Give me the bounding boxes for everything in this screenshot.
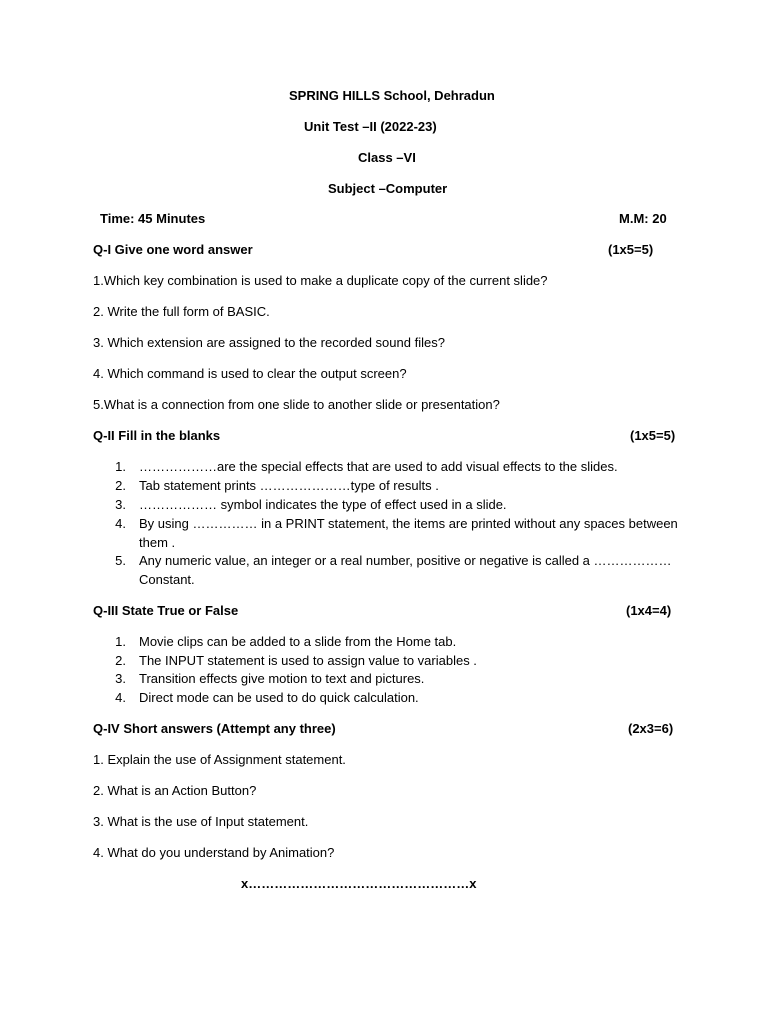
q1-item: 4. Which command is used to clear the output screen? bbox=[93, 366, 407, 381]
q2-item: Any numeric value, an integer or a real number, positive or negative is called a ……………… bbox=[139, 553, 672, 568]
q2-item-continuation: Constant. bbox=[139, 572, 195, 587]
max-marks-label: M.M: 20 bbox=[619, 211, 667, 226]
q1-marks: (1x5=5) bbox=[608, 242, 654, 257]
list-number: 3. bbox=[115, 671, 126, 686]
q1-item: 3. Which extension are assigned to the recorded sound files? bbox=[93, 335, 445, 350]
q4-item: 1. Explain the use of Assignment statement. bbox=[93, 752, 346, 767]
q4-heading: Q-IV Short answers (Attempt any three) bbox=[93, 721, 336, 736]
q4-marks: (2x3=6) bbox=[628, 721, 674, 736]
q3-heading: Q-III State True or False bbox=[93, 603, 239, 618]
subject-label: Subject –Computer bbox=[328, 181, 448, 196]
q1-item: 1.Which key combination is used to make a duplicate copy of the current slide? bbox=[93, 273, 548, 288]
q1-item: 2. Write the full form of BASIC. bbox=[93, 304, 270, 319]
q2-item-continuation: them . bbox=[139, 535, 176, 550]
list-number: 4. bbox=[115, 690, 126, 705]
school-name: SPRING HILLS School, Dehradun bbox=[289, 88, 495, 103]
q3-marks: (1x4=4) bbox=[626, 603, 672, 618]
q2-marks: (1x5=5) bbox=[630, 428, 676, 443]
q3-item: The INPUT statement is used to assign value to variables . bbox=[139, 653, 477, 668]
list-number: 5. bbox=[115, 553, 126, 568]
q3-item: Direct mode can be used to do quick calculation. bbox=[139, 690, 419, 705]
q3-item: Transition effects give motion to text and pictures. bbox=[139, 671, 425, 686]
q4-item: 4. What do you understand by Animation? bbox=[93, 845, 335, 860]
q2-item: ……………… symbol indicates the type of effect used in a slide. bbox=[139, 497, 507, 512]
q4-item: 2. What is an Action Button? bbox=[93, 783, 257, 798]
test-title: Unit Test –II (2022-23) bbox=[304, 119, 437, 134]
q2-item: Tab statement prints …………………type of results . bbox=[139, 478, 439, 493]
list-number: 4. bbox=[115, 516, 126, 531]
q4-item: 3. What is the use of Input statement. bbox=[93, 814, 309, 829]
list-number: 2. bbox=[115, 478, 126, 493]
q1-heading: Q-I Give one word answer bbox=[93, 242, 253, 257]
list-number: 2. bbox=[115, 653, 126, 668]
list-number: 1. bbox=[115, 634, 126, 649]
class-label: Class –VI bbox=[358, 150, 416, 165]
q2-item: ………………are the special effects that are used to add visual effects to the slides. bbox=[139, 459, 618, 474]
q1-item: 5.What is a connection from one slide to another slide or presentation? bbox=[93, 397, 500, 412]
time-label: Time: 45 Minutes bbox=[100, 211, 206, 226]
q2-heading: Q-II Fill in the blanks bbox=[93, 428, 221, 443]
q2-item: By using …………… in a PRINT statement, the items are printed without any spaces between bbox=[139, 516, 678, 531]
list-number: 1. bbox=[115, 459, 126, 474]
q3-item: Movie clips can be added to a slide from the Home tab. bbox=[139, 634, 457, 649]
list-number: 3. bbox=[115, 497, 126, 512]
end-marker: x……………………………………………x bbox=[241, 876, 477, 891]
